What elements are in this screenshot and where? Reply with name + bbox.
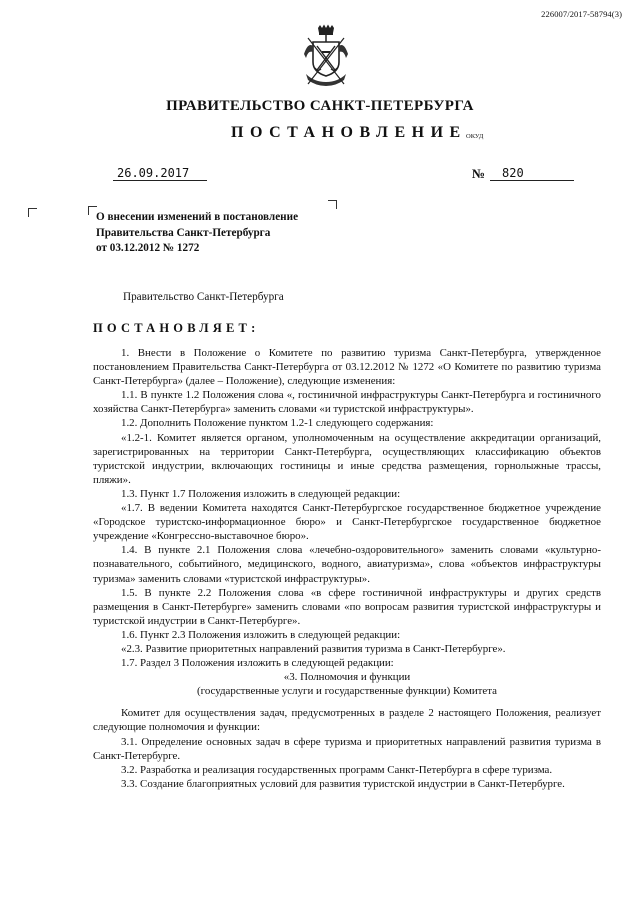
government-title: ПРАВИТЕЛЬСТВО САНКТ-ПЕТЕРБУРГА	[166, 98, 474, 114]
number-sign: №	[472, 166, 486, 181]
body-paragraph: 1.3. Пункт 1.7 Положения изложить в следующей редакции:	[121, 487, 401, 500]
document-date: 26.09.2017	[113, 166, 207, 181]
body-paragraph: 3.1. Определение основных задач в сфере туризма и приоритетных направлений развития туризма в Санкт-Петербурге.	[93, 735, 601, 762]
body-paragraph: 3.2. Разработка и реализация государственных программ Санкт-Петербурга в сфере туризма.	[121, 763, 553, 776]
document-code: 226007/2017-58794(3)	[541, 9, 622, 19]
subject-line-2: Правительства Санкт-Петербурга	[96, 226, 271, 239]
body-paragraph: Комитет для осуществления задач, предусмотренных в разделе 2 настоящего Положения, реализует следующие полномочия и функции:	[93, 707, 601, 734]
body-paragraph: 3.3. Создание благоприятных условий для развития туристской индустрии в Санкт-Петербурге.	[121, 777, 565, 790]
body-paragraph: 1.4. В пункте 2.1 Положения слова «лечебно-оздоровительного» заменить словами «культурно-познавательного, событийного, медицинского, водного, авиатуризма», слова «объектов инфраструктуры туризма» заменить словами «туристской инфраструктуры».	[93, 544, 601, 585]
document-subject	[96, 210, 356, 257]
body-paragraph: 1.7. Раздел 3 Положения изложить в следующей редакции:	[121, 657, 394, 670]
body-paragraph: «1.7. В ведении Комитета находятся Санкт-Петербургское государственное бюджетное учреждение «Городское туристско-информационное бюро» и Санкт-Петербургское государственное бюджетное учреждение «Конгрессно-выставочное бюро».	[93, 502, 601, 543]
document-number: 820	[490, 166, 574, 181]
corner-mark-left	[28, 208, 37, 217]
body-paragraph: «2.3. Развитие приоритетных направлений развития туризма в Санкт-Петербурге».	[121, 642, 506, 655]
document-type: ПОСТАНОВЛЕНИЕ	[231, 124, 467, 141]
body-paragraph: 1.6. Пункт 2.3 Положения изложить в следующей редакции:	[121, 628, 401, 641]
resolves-heading: ПОСТАНОВЛЯЕТ:	[93, 321, 260, 335]
body-paragraph: 1.2. Дополнить Положение пунктом 1.2-1 следующего содержания:	[121, 417, 434, 430]
issuer-name: Правительство Санкт-Петербурга	[123, 291, 284, 303]
body-paragraph: 1. Внести в Положение о Комитете по развитию туризма Санкт-Петербурга, утвержденное постановлением Правительства Санкт-Петербурга от 03.12.2012 № 1272 «О Комитете по развитию туризма Санкт-Петербурга» (далее – Положение), следующие изменения:	[93, 347, 601, 388]
corner-mark-subject-right	[328, 200, 337, 209]
body-paragraph: 1.1. В пункте 1.2 Положения слова «, гостиничной инфраструктуры Санкт-Петербурга и гостиничного хозяйства Санкт-Петербурга» заменить словами «и туристской инфраструктуры».	[93, 389, 601, 416]
body-paragraph: 1.5. В пункте 2.2 Положения слова «в сфере гостиничной инфраструктуры и других средств размещения в Санкт-Петербурге» заменить словами «по вопросам развития туристской инфраструктуры и туристской индустрии в Санкт-Петербурге».	[93, 586, 601, 627]
okud-label: ОКУД	[466, 133, 484, 140]
subject-line-3: от 03.12.2012 № 1272	[96, 242, 200, 254]
section-heading-line-1: «3. Полномочия и функции	[283, 671, 411, 684]
subject-line-1: О внесении изменений в постановление	[96, 211, 299, 223]
document-body	[93, 346, 601, 791]
st-petersburg-coat-of-arms-icon	[300, 24, 352, 90]
body-paragraph: «1.2-1. Комитет является органом, уполномоченным на осуществление аккредитации организаций, зарегистрированных на территории Санкт-Петербурга, осуществляющих классификацию объектов туристской индустрии, включающих гостиницы и иные средства размещения, горнолыжные трассы, пляжи».	[93, 431, 601, 486]
section-heading-line-2: (государственные услуги и государственные функции) Комитета	[197, 685, 497, 698]
